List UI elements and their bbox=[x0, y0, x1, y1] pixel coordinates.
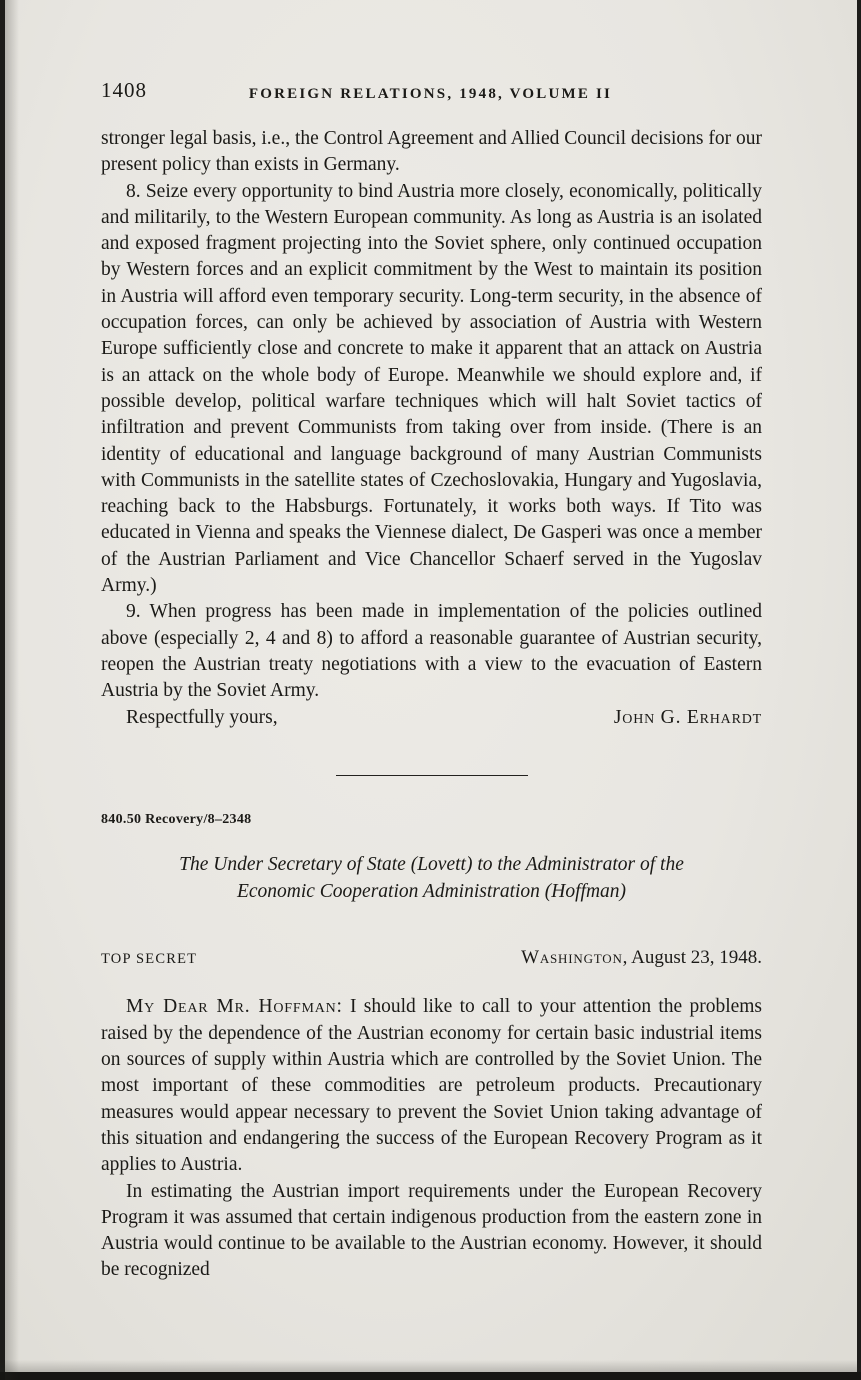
bottom-shadow bbox=[0, 1360, 861, 1372]
archive-file-reference: 840.50 Recovery/8–2348 bbox=[101, 811, 252, 827]
dateline bbox=[521, 945, 762, 971]
classification-dateline-row bbox=[101, 945, 762, 972]
classification-label: TOP SECRET bbox=[101, 951, 198, 968]
signature: John G. Erhardt bbox=[613, 706, 762, 728]
running-head bbox=[0, 0, 861, 108]
dateline-place: Washington bbox=[521, 947, 623, 969]
salutation: My Dear Mr. Hoffman: bbox=[126, 996, 343, 1018]
lovett-paragraph-1 bbox=[101, 994, 762, 1178]
closing-phrase: Respectfully yours, bbox=[126, 706, 278, 728]
document-title-line-1: The Under Secretary of State (Lovett) to the Administrator of the bbox=[179, 854, 684, 876]
scan-edge-bottom bbox=[0, 1372, 861, 1380]
erhardt-continuation-paragraph: stronger legal basis, i.e., the Control Agreement and Allied Council decisions for our present policy than exists in Germany. bbox=[101, 128, 762, 176]
scan-edge-right bbox=[857, 0, 861, 1380]
document-title bbox=[101, 851, 762, 905]
erhardt-closing-row bbox=[101, 705, 762, 731]
lovett-paragraph-1-text: I should like to call to your attention the problems raised by the dependence of the Austrian economy for certain basic industrial items on sources of supply within Austria which are controlled by the Soviet Union. The most important of these commodities are petroleum products. Precautionary measures would appear necessary to prevent the Soviet Union taking advantage of this situation and endangering the success of the European Recovery Program as it applies to Austria. bbox=[101, 996, 763, 1176]
page-number: 1408 bbox=[101, 78, 147, 102]
document-title-line-2: Economic Cooperation Administration (Hoffman) bbox=[236, 881, 627, 903]
erhardt-paragraph-9: 9. When progress has been made in implementation of the policies outlined above (especially 2, 4 and 8) to afford a reasonable guarantee of Austrian security, reopen the Austrian treaty negotiations with a view to the evacuation of Eastern Austria by the Soviet Army. bbox=[101, 601, 762, 702]
binding-shadow bbox=[5, 0, 19, 1380]
erhardt-paragraph-8: 8. Seize every opportunity to bind Austria more closely, economically, politically and militarily, to the Western European community. As long as Austria is an isolated and exposed fragment projecting into the Soviet sphere, only continued occupation by Western forces and an explicit commitment by the West to maintain its position in Austria will afford even temporary security. Long-term security, in the absence of occupation forces, can only be achieved by association of Austria with Western Europe sufficiently close and concrete to make it apparent that an attack on Austria is an attack on the whole body of Europe. Meanwhile we should explore and, if possible develop, political warfare techniques which will halt Soviet tactics of infiltration and prevent Communists from taking over from inside. (There is an identity of educational and language background of many Austrian Communists with Communists in the satellite states of Czechoslovakia, Hungary and Yugoslavia, reaching back to the Habsburgs. Fortunately, it works both ways. If Tito was educated in Vienna and speaks the Viennese dialect, De Gasperi was once a member of the Austrian Parliament and Vice Chancellor Schaerf served in the Yugoslav Army.) bbox=[101, 180, 762, 597]
section-divider-rule bbox=[336, 775, 528, 776]
running-title: FOREIGN RELATIONS, 1948, VOLUME II bbox=[248, 86, 613, 102]
lovett-paragraph-2: In estimating the Austrian import requirements under the European Recovery Program it was assumed that certain indigenous production from the eastern zone in Austria would continue to be available to the Austrian economy. However, it should be recognized bbox=[101, 1180, 762, 1281]
page-text-block bbox=[101, 126, 762, 1284]
dateline-date: , August 23, 1948. bbox=[622, 947, 762, 969]
